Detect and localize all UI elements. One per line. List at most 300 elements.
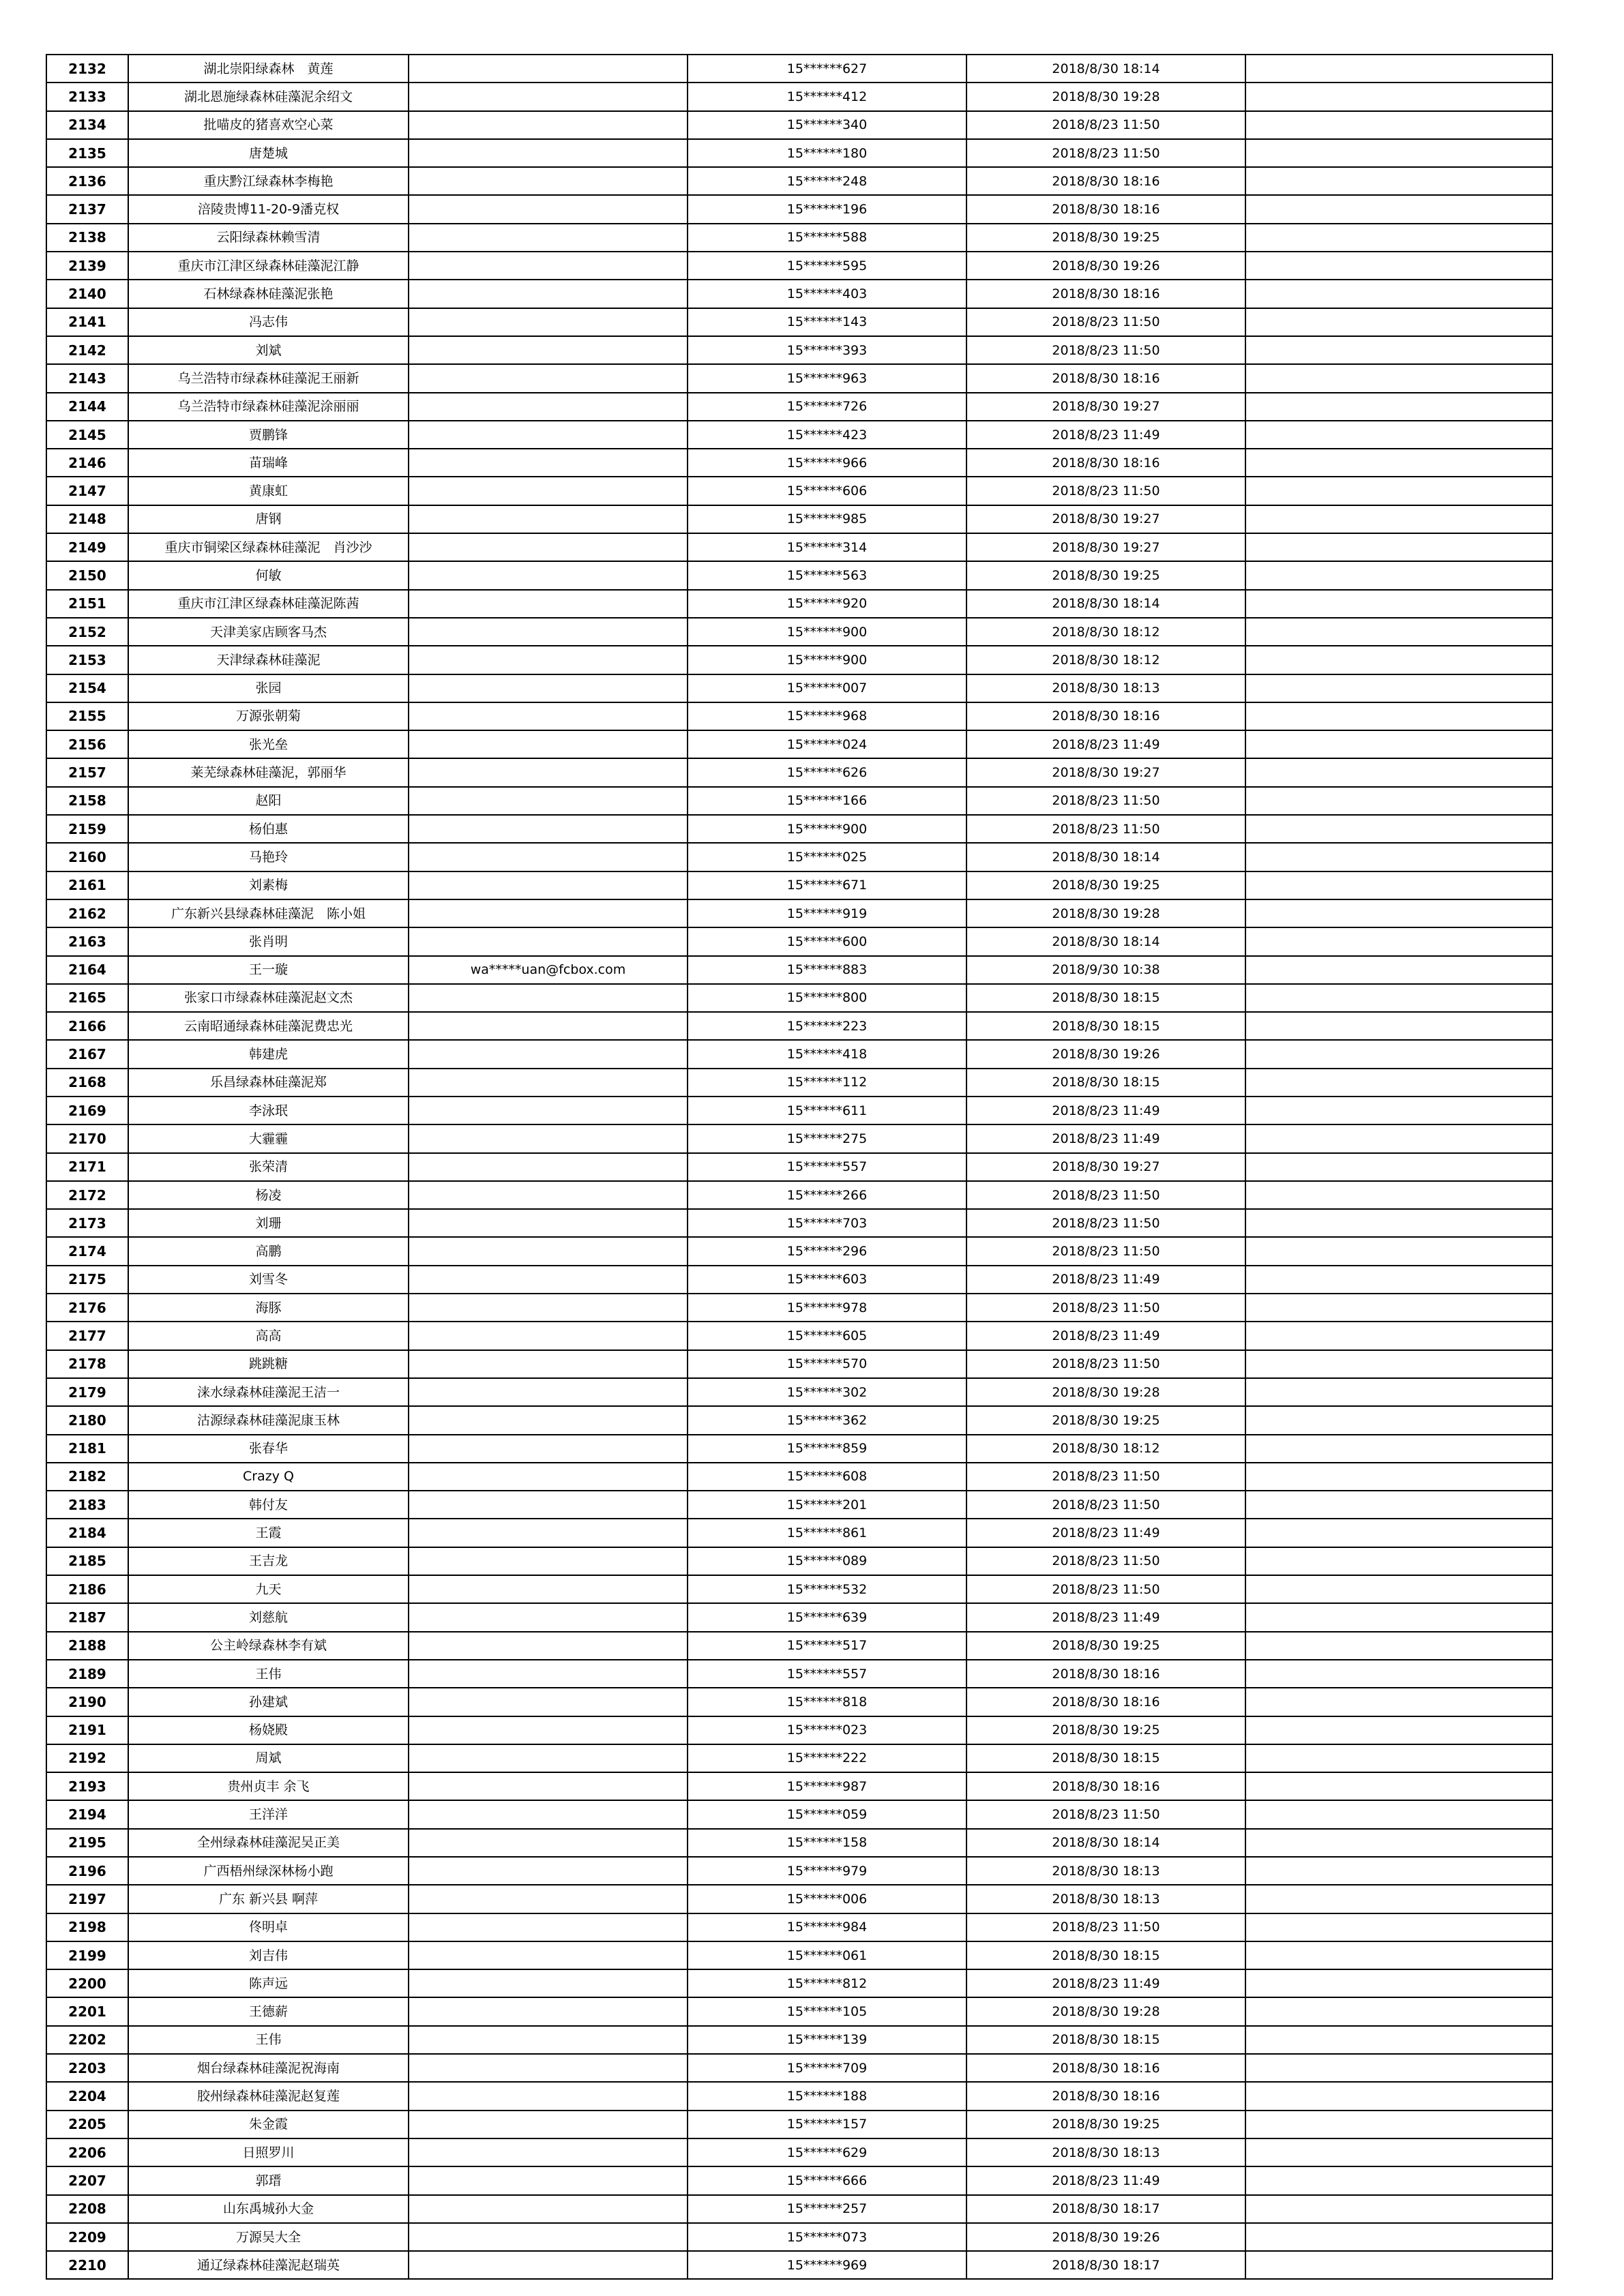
timestamp: 2018/9/30 10:38: [966, 956, 1245, 984]
table-row: [46, 393, 1552, 421]
row-number: 2174: [46, 1237, 128, 1265]
email-cell: [409, 1575, 688, 1603]
customer-name: 杨凌: [128, 1181, 409, 1209]
timestamp: 2018/8/30 19:27: [966, 505, 1245, 533]
email-cell: [409, 674, 688, 702]
empty-cell: [1245, 308, 1552, 336]
email-cell: [409, 1857, 688, 1885]
phone-number: 15******024: [688, 730, 966, 758]
phone-number: 15******201: [688, 1491, 966, 1519]
phone-number: 15******987: [688, 1772, 966, 1800]
table-row: [46, 224, 1552, 252]
empty-cell: [1245, 280, 1552, 308]
empty-cell: [1245, 956, 1552, 984]
phone-number: 15******532: [688, 1575, 966, 1603]
timestamp: 2018/8/30 18:15: [966, 1012, 1245, 1040]
phone-number: 15******611: [688, 1097, 966, 1124]
timestamp: 2018/8/30 18:17: [966, 2251, 1245, 2279]
timestamp: 2018/8/30 18:16: [966, 2082, 1245, 2110]
timestamp: 2018/8/30 18:14: [966, 927, 1245, 955]
email-cell: [409, 871, 688, 899]
table-row: [46, 1209, 1552, 1237]
empty-cell: [1245, 758, 1552, 786]
phone-number: 15******968: [688, 702, 966, 730]
email-cell: [409, 139, 688, 167]
empty-cell: [1245, 2166, 1552, 2194]
empty-cell: [1245, 1744, 1552, 1772]
email-cell: [409, 533, 688, 561]
row-number: 2152: [46, 618, 128, 646]
row-number: 2146: [46, 449, 128, 477]
phone-number: 15******627: [688, 55, 966, 83]
email-cell: [409, 1800, 688, 1828]
email-cell: [409, 1660, 688, 1688]
customer-name: 日照罗川: [128, 2138, 409, 2166]
email-cell: [409, 167, 688, 195]
email-cell: [409, 1997, 688, 2025]
empty-cell: [1245, 1519, 1552, 1547]
row-number: 2206: [46, 2138, 128, 2166]
phone-number: 15******061: [688, 1941, 966, 1969]
customer-name: 涪陵贵博11-20-9潘克权: [128, 195, 409, 223]
timestamp: 2018/8/30 18:14: [966, 590, 1245, 618]
empty-cell: [1245, 1688, 1552, 1716]
empty-cell: [1245, 1350, 1552, 1378]
empty-cell: [1245, 533, 1552, 561]
row-number: 2157: [46, 758, 128, 786]
customer-name: 云南昭通绿森林硅藻泥费忠光: [128, 1012, 409, 1040]
customer-name: 王伟: [128, 1660, 409, 1688]
email-cell: [409, 195, 688, 223]
row-number: 2184: [46, 1519, 128, 1547]
timestamp: 2018/8/30 18:14: [966, 843, 1245, 871]
timestamp: 2018/8/23 11:49: [966, 1603, 1245, 1631]
phone-number: 15******588: [688, 224, 966, 252]
timestamp: 2018/8/23 11:50: [966, 1800, 1245, 1828]
timestamp: 2018/8/30 18:17: [966, 2195, 1245, 2223]
timestamp: 2018/8/30 18:14: [966, 1829, 1245, 1857]
timestamp: 2018/8/23 11:50: [966, 1913, 1245, 1941]
customer-name: 重庆市江津区绿森林硅藻泥江静: [128, 252, 409, 280]
empty-cell: [1245, 2223, 1552, 2251]
customer-name: 海豚: [128, 1294, 409, 1322]
customer-name: 郭瑨: [128, 2166, 409, 2194]
email-cell: [409, 1294, 688, 1322]
email-cell: [409, 1040, 688, 1068]
timestamp: 2018/8/30 19:27: [966, 758, 1245, 786]
phone-number: 15******978: [688, 1294, 966, 1322]
empty-cell: [1245, 1660, 1552, 1688]
empty-cell: [1245, 2251, 1552, 2279]
table-row: [46, 449, 1552, 477]
empty-cell: [1245, 1294, 1552, 1322]
email-cell: [409, 1012, 688, 1040]
phone-number: 15******979: [688, 1857, 966, 1885]
row-number: 2190: [46, 1688, 128, 1716]
email-cell: [409, 2251, 688, 2279]
customer-name: 佟明卓: [128, 1913, 409, 1941]
phone-number: 15******157: [688, 2111, 966, 2138]
row-number: 2165: [46, 984, 128, 1012]
customer-name: 天津绿森林硅藻泥: [128, 646, 409, 674]
row-number: 2195: [46, 1829, 128, 1857]
empty-cell: [1245, 477, 1552, 505]
timestamp: 2018/8/23 11:50: [966, 1294, 1245, 1322]
email-cell: [409, 2082, 688, 2110]
customer-name: 重庆黔江绿森林李梅艳: [128, 167, 409, 195]
table-row: [46, 2054, 1552, 2082]
phone-number: 15******143: [688, 308, 966, 336]
email-cell: [409, 2111, 688, 2138]
empty-cell: [1245, 1491, 1552, 1519]
timestamp: 2018/8/23 11:50: [966, 139, 1245, 167]
empty-cell: [1245, 449, 1552, 477]
row-number: 2134: [46, 111, 128, 139]
phone-number: 15******418: [688, 1040, 966, 1068]
empty-cell: [1245, 1857, 1552, 1885]
table-row: [46, 1603, 1552, 1631]
table-row: [46, 730, 1552, 758]
customer-name: 重庆市铜梁区绿森林硅藻泥 肖沙沙: [128, 533, 409, 561]
row-number: 2189: [46, 1660, 128, 1688]
customer-name: 张荣清: [128, 1153, 409, 1181]
customer-name: 高鹏: [128, 1237, 409, 1265]
table-row: [46, 702, 1552, 730]
row-number: 2178: [46, 1350, 128, 1378]
phone-number: 15******900: [688, 815, 966, 843]
timestamp: 2018/8/30 18:16: [966, 280, 1245, 308]
row-number: 2181: [46, 1435, 128, 1463]
empty-cell: [1245, 1012, 1552, 1040]
table-row: [46, 280, 1552, 308]
row-number: 2164: [46, 956, 128, 984]
customer-name: 冯志伟: [128, 308, 409, 336]
email-cell: [409, 815, 688, 843]
email-cell: [409, 336, 688, 364]
row-number: 2132: [46, 55, 128, 83]
row-number: 2179: [46, 1378, 128, 1406]
empty-cell: [1245, 2111, 1552, 2138]
empty-cell: [1245, 2138, 1552, 2166]
empty-cell: [1245, 730, 1552, 758]
empty-cell: [1245, 674, 1552, 702]
row-number: 2143: [46, 364, 128, 392]
row-number: 2138: [46, 224, 128, 252]
row-number: 2150: [46, 561, 128, 589]
phone-number: 15******818: [688, 1688, 966, 1716]
email-cell: [409, 83, 688, 110]
row-number: 2147: [46, 477, 128, 505]
phone-number: 15******800: [688, 984, 966, 1012]
email-cell: [409, 1913, 688, 1941]
customer-name: 天津美家店顾客马杰: [128, 618, 409, 646]
email-cell: [409, 1237, 688, 1265]
phone-number: 15******703: [688, 1209, 966, 1237]
email-cell: [409, 477, 688, 505]
timestamp: 2018/8/30 19:28: [966, 1378, 1245, 1406]
email-cell: [409, 1716, 688, 1744]
email-cell: [409, 1969, 688, 1997]
row-number: 2186: [46, 1575, 128, 1603]
empty-cell: [1245, 1885, 1552, 1913]
email-cell: [409, 1124, 688, 1152]
customer-name: 万源吴大全: [128, 2223, 409, 2251]
phone-number: 15******900: [688, 646, 966, 674]
email-cell: [409, 55, 688, 83]
table-row: [46, 1237, 1552, 1265]
table-row: [46, 1575, 1552, 1603]
phone-number: 15******608: [688, 1463, 966, 1491]
table-row: [46, 1322, 1552, 1350]
customer-name: 唐钢: [128, 505, 409, 533]
phone-number: 15******861: [688, 1519, 966, 1547]
empty-cell: [1245, 815, 1552, 843]
phone-number: 15******257: [688, 2195, 966, 2223]
table-row: [46, 674, 1552, 702]
timestamp: 2018/8/23 11:50: [966, 815, 1245, 843]
timestamp: 2018/8/30 18:15: [966, 1069, 1245, 1097]
table-row: [46, 1997, 1552, 2025]
empty-cell: [1245, 1603, 1552, 1631]
phone-number: 15******626: [688, 758, 966, 786]
empty-cell: [1245, 1266, 1552, 1294]
table-body: [46, 55, 1552, 2279]
empty-cell: [1245, 1322, 1552, 1350]
email-cell: [409, 308, 688, 336]
row-number: 2162: [46, 899, 128, 927]
email-cell: [409, 364, 688, 392]
row-number: 2144: [46, 393, 128, 421]
table-row: [46, 899, 1552, 927]
email-cell: [409, 590, 688, 618]
customer-name: 何敏: [128, 561, 409, 589]
customer-name: 全州绿森林硅藻泥吴正美: [128, 1829, 409, 1857]
phone-number: 15******340: [688, 111, 966, 139]
phone-number: 15******222: [688, 1744, 966, 1772]
phone-number: 15******666: [688, 2166, 966, 2194]
phone-number: 15******517: [688, 1632, 966, 1660]
customer-name: 刘慈航: [128, 1603, 409, 1631]
customer-name: 韩付友: [128, 1491, 409, 1519]
row-number: 2149: [46, 533, 128, 561]
table-row: [46, 252, 1552, 280]
phone-number: 15******606: [688, 477, 966, 505]
row-number: 2196: [46, 1857, 128, 1885]
empty-cell: [1245, 224, 1552, 252]
email-cell: [409, 1688, 688, 1716]
table-row: [46, 758, 1552, 786]
row-number: 2194: [46, 1800, 128, 1828]
row-number: 2175: [46, 1266, 128, 1294]
table-row: [46, 167, 1552, 195]
customer-name: 刘珊: [128, 1209, 409, 1237]
phone-number: 15******812: [688, 1969, 966, 1997]
empty-cell: [1245, 1124, 1552, 1152]
row-number: 2160: [46, 843, 128, 871]
row-number: 2135: [46, 139, 128, 167]
phone-number: 15******639: [688, 1603, 966, 1631]
timestamp: 2018/8/23 11:50: [966, 787, 1245, 815]
empty-cell: [1245, 561, 1552, 589]
customer-name: 乌兰浩特市绿森林硅藻泥王丽新: [128, 364, 409, 392]
table-row: [46, 2026, 1552, 2054]
phone-number: 15******188: [688, 2082, 966, 2110]
timestamp: 2018/8/23 11:50: [966, 1547, 1245, 1575]
customer-name: 苗瑞峰: [128, 449, 409, 477]
customer-name: 乐昌绿森林硅藻泥郑: [128, 1069, 409, 1097]
table-row: [46, 1885, 1552, 1913]
table-row: [46, 984, 1552, 1012]
email-cell: [409, 449, 688, 477]
empty-cell: [1245, 2195, 1552, 2223]
phone-number: 15******900: [688, 618, 966, 646]
timestamp: 2018/8/30 18:13: [966, 2138, 1245, 2166]
row-number: 2183: [46, 1491, 128, 1519]
phone-number: 15******248: [688, 167, 966, 195]
table-row: [46, 1378, 1552, 1406]
email-cell: [409, 1519, 688, 1547]
timestamp: 2018/8/30 18:12: [966, 618, 1245, 646]
row-number: 2199: [46, 1941, 128, 1969]
phone-number: 15******726: [688, 393, 966, 421]
customer-name: 刘斌: [128, 336, 409, 364]
timestamp: 2018/8/30 18:16: [966, 2054, 1245, 2082]
phone-number: 15******073: [688, 2223, 966, 2251]
phone-number: 15******963: [688, 364, 966, 392]
row-number: 2202: [46, 2026, 128, 2054]
phone-number: 15******966: [688, 449, 966, 477]
customer-name: 大霾霾: [128, 1124, 409, 1152]
customer-name: 高高: [128, 1322, 409, 1350]
table-row: [46, 1294, 1552, 1322]
table-row: [46, 421, 1552, 449]
email-cell: [409, 758, 688, 786]
phone-number: 15******023: [688, 1716, 966, 1744]
email-cell: [409, 1885, 688, 1913]
timestamp: 2018/8/30 19:27: [966, 533, 1245, 561]
timestamp: 2018/8/30 18:16: [966, 1772, 1245, 1800]
empty-cell: [1245, 1040, 1552, 1068]
timestamp: 2018/8/30 18:15: [966, 1941, 1245, 1969]
timestamp: 2018/8/30 18:12: [966, 1435, 1245, 1463]
row-number: 2201: [46, 1997, 128, 2025]
empty-cell: [1245, 927, 1552, 955]
email-cell: [409, 1378, 688, 1406]
table-row: [46, 1435, 1552, 1463]
customer-name: 刘雪冬: [128, 1266, 409, 1294]
email-cell: [409, 1153, 688, 1181]
timestamp: 2018/8/30 19:28: [966, 1997, 1245, 2025]
data-table: [46, 54, 1553, 2280]
customer-name: 刘素梅: [128, 871, 409, 899]
timestamp: 2018/8/23 11:50: [966, 1237, 1245, 1265]
customer-name: 韩建虎: [128, 1040, 409, 1068]
table-row: [46, 1716, 1552, 1744]
customer-name: 杨娆殿: [128, 1716, 409, 1744]
row-number: 2168: [46, 1069, 128, 1097]
timestamp: 2018/8/30 18:16: [966, 195, 1245, 223]
table-row: [46, 843, 1552, 871]
timestamp: 2018/8/30 19:25: [966, 871, 1245, 899]
table-row: [46, 815, 1552, 843]
table-row: [46, 1069, 1552, 1097]
row-number: 2151: [46, 590, 128, 618]
phone-number: 15******605: [688, 1322, 966, 1350]
row-number: 2200: [46, 1969, 128, 1997]
table-row: [46, 1772, 1552, 1800]
email-cell: [409, 1266, 688, 1294]
empty-cell: [1245, 111, 1552, 139]
row-number: 2161: [46, 871, 128, 899]
timestamp: 2018/8/30 19:25: [966, 561, 1245, 589]
row-number: 2139: [46, 252, 128, 280]
customer-name: 云阳绿森林赖雪清: [128, 224, 409, 252]
row-number: 2173: [46, 1209, 128, 1237]
table-row: [46, 1688, 1552, 1716]
phone-number: 15******296: [688, 1237, 966, 1265]
row-number: 2172: [46, 1181, 128, 1209]
customer-name: 山东禹城孙大金: [128, 2195, 409, 2223]
table-row: [46, 1266, 1552, 1294]
phone-number: 15******139: [688, 2026, 966, 2054]
empty-cell: [1245, 1547, 1552, 1575]
email-cell: [409, 2166, 688, 2194]
email-cell: [409, 1406, 688, 1434]
row-number: 2133: [46, 83, 128, 110]
customer-name: 沽源绿森林硅藻泥康玉林: [128, 1406, 409, 1434]
row-number: 2209: [46, 2223, 128, 2251]
phone-number: 15******025: [688, 843, 966, 871]
phone-number: 15******412: [688, 83, 966, 110]
row-number: 2205: [46, 2111, 128, 2138]
empty-cell: [1245, 55, 1552, 83]
customer-name: 张春华: [128, 1435, 409, 1463]
row-number: 2136: [46, 167, 128, 195]
empty-cell: [1245, 1378, 1552, 1406]
table-row: [46, 1941, 1552, 1969]
customer-name: 胶州绿森林硅藻泥赵复莲: [128, 2082, 409, 2110]
email-cell: [409, 787, 688, 815]
customer-name: 莱芜绿森林硅藻泥，郭丽华: [128, 758, 409, 786]
email-cell: [409, 2138, 688, 2166]
phone-number: 15******600: [688, 927, 966, 955]
phone-number: 15******883: [688, 956, 966, 984]
empty-cell: [1245, 364, 1552, 392]
phone-number: 15******223: [688, 1012, 966, 1040]
email-cell: [409, 1632, 688, 1660]
email-cell: [409, 984, 688, 1012]
email-cell: [409, 1463, 688, 1491]
customer-name: 湖北崇阳绿森林 黄莲: [128, 55, 409, 83]
empty-cell: [1245, 1997, 1552, 2025]
table-row: [46, 477, 1552, 505]
customer-name: 王一璇: [128, 956, 409, 984]
customer-name: 跳跳糖: [128, 1350, 409, 1378]
customer-name: 贾鹏锋: [128, 421, 409, 449]
customer-name: 批喵皮的猪喜欢空心菜: [128, 111, 409, 139]
email-cell: [409, 561, 688, 589]
row-number: 2148: [46, 505, 128, 533]
row-number: 2142: [46, 336, 128, 364]
customer-name: 王吉龙: [128, 1547, 409, 1575]
email-cell: [409, 1181, 688, 1209]
phone-number: 15******158: [688, 1829, 966, 1857]
phone-number: 15******671: [688, 871, 966, 899]
table-row: [46, 1857, 1552, 1885]
customer-name: 赵阳: [128, 787, 409, 815]
email-cell: [409, 1603, 688, 1631]
timestamp: 2018/8/30 18:15: [966, 984, 1245, 1012]
